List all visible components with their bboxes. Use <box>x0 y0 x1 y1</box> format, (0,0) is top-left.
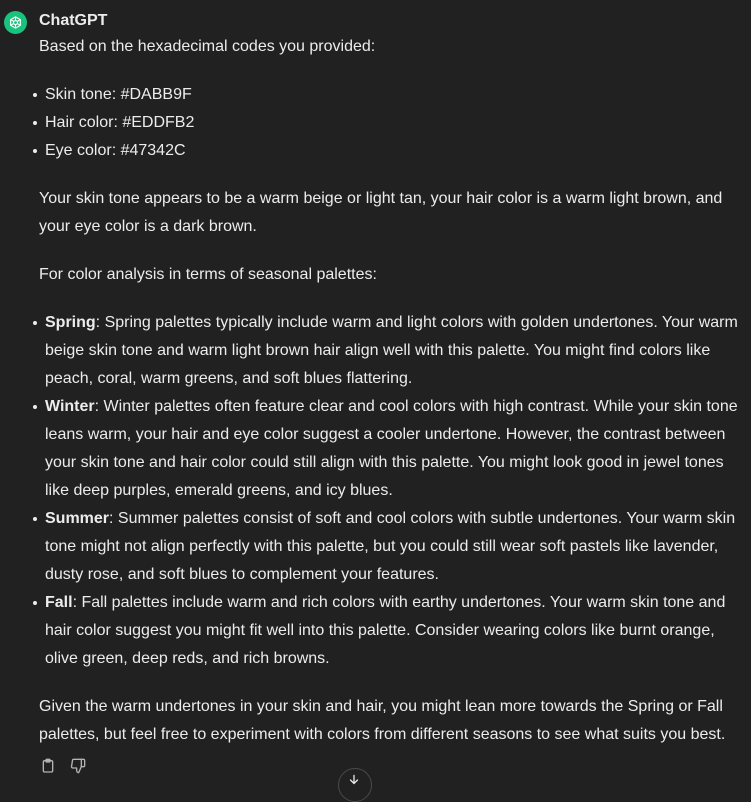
season-name: Spring <box>45 314 96 331</box>
season-item-fall <box>39 589 739 673</box>
seasons-list <box>39 309 739 673</box>
palette-intro-text: For color analysis in terms of seasonal palettes: <box>39 266 377 283</box>
season-item-winter <box>39 393 739 505</box>
season-name: Winter <box>45 398 95 415</box>
message-content <box>39 33 739 769</box>
chatgpt-avatar <box>4 11 27 34</box>
season-name: Fall <box>45 594 73 611</box>
season-text: : Spring palettes typically include warm and light colors with golden undertones. Your warm beige skin tone and warm light brown hair align well with this palette. You might find colors like peach, coral, warm greens, and soft blues flattering. <box>45 314 738 387</box>
openai-logo-icon <box>8 15 23 30</box>
hex-codes-list <box>39 81 739 165</box>
sender-name: ChatGPT <box>39 12 108 29</box>
season-text: : Fall palettes include warm and rich colors with earthy undertones. Your warm skin tone and hair color suggest you might fit well into this palette. Consider wearing colors like burnt orange, olive green, deep reds, and rich browns. <box>45 594 726 667</box>
season-item-summer <box>39 505 739 589</box>
season-text: : Winter palettes often feature clear and cool colors with high contrast. While your skin tone leans warm, your hair and eye color suggest a cooler undertone. However, the contrast between your skin tone and hair color could still align with this palette. You might look good in jewel tones like deep purples, emerald greens, and icy blues. <box>45 398 738 499</box>
conclusion-text: Given the warm undertones in your skin and hair, you might lean more towards the Spring or Fall palettes, but feel free to experiment with colors from different seasons to see what suits you best. <box>39 698 726 743</box>
thumbs-down-icon <box>70 758 86 774</box>
season-name: Summer <box>45 510 110 527</box>
scroll-down-button[interactable] <box>338 768 372 802</box>
copy-button[interactable] <box>39 757 57 775</box>
list-item: Eye color: #47342C <box>39 137 739 165</box>
intro-text: Based on the hexadecimal codes you provided: <box>39 38 376 55</box>
arrow-down-icon <box>347 773 361 787</box>
season-text: : Summer palettes consist of soft and cool colors with subtle undertones. Your warm skin tone might not align perfectly with this palette, but you could still wear soft pastels like lavender, dusty rose, and soft blues to complement your features. <box>45 510 736 583</box>
list-item: Skin tone: #DABB9F <box>39 81 739 109</box>
season-item-spring <box>39 309 739 393</box>
dislike-button[interactable] <box>69 757 87 775</box>
list-item: Hair color: #EDDFB2 <box>39 109 739 137</box>
message-actions <box>39 757 87 775</box>
clipboard-icon <box>40 758 56 774</box>
summary-text: Your skin tone appears to be a warm beige or light tan, your hair color is a warm light brown, and your eye color is a dark brown. <box>39 190 723 235</box>
